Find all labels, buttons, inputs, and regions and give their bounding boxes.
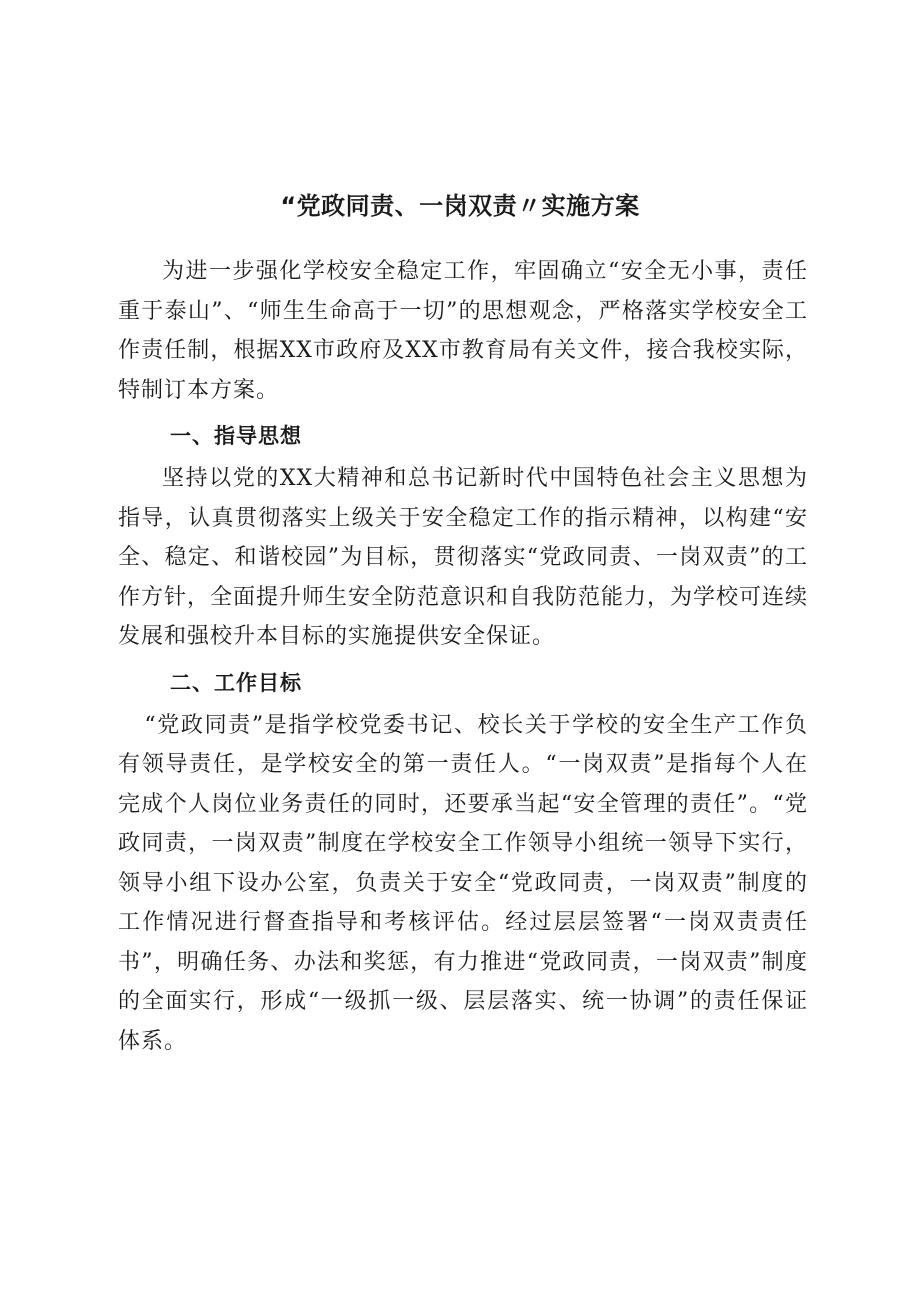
section-heading-guiding-ideology: 一、指导思想 [170, 424, 302, 448]
section-body-work-goals: “党政同责”是指学校党委书记、校长关于学校的安全生产工作负有领导责任，是学校安全的第一责任人。“一岗双责”是指每个人在完成个人岗位业务责任的同时，还要承当起“安全管理的责任”。“党政同责，一岗双责”制度在学校安全工作领导小组统一领导下实行，领导小组下设办公室，负责关于安全“党政同责，一岗双责”制度的工作情况进行督查指导和考核评估。经过层层签署“一岗双责责任书”，明确任务、办法和奖惩，有力推进“党政同责，一岗双责”制度的全面实行，形成“一级抓一级、层层落实、统一协调”的责任保证体系。 [118, 712, 808, 1054]
document-title: “党政同责、一岗双责〃实施方案 [280, 192, 640, 220]
intro-paragraph: 为进一步强化学校安全稳定工作，牢固确立“安全无小事，责任重于泰山”、“师生生命高于一切”的思想观念，严格落实学校安全工作责任制，根据XX市政府及XX市教育局有关文件，接合我校实际，特制订本方案。 [118, 259, 808, 403]
section-body-guiding-ideology: 坚持以党的XX大精神和总书记新时代中国特色社会主义思想为指导，认真贯彻落实上级关于安全稳定工作的指示精神，以构建“安全、稳定、和谐校园”为目标，贯彻落实“党政同责、一岗双责”的工作方针，全面提升师生安全防范意识和自我防范能力，为学校可连续发展和强校升本目标的实施提供安全保证。 [118, 466, 809, 649]
section-heading-work-goals: 二、工作目标 [170, 670, 302, 695]
document-body [118, 252, 808, 1061]
